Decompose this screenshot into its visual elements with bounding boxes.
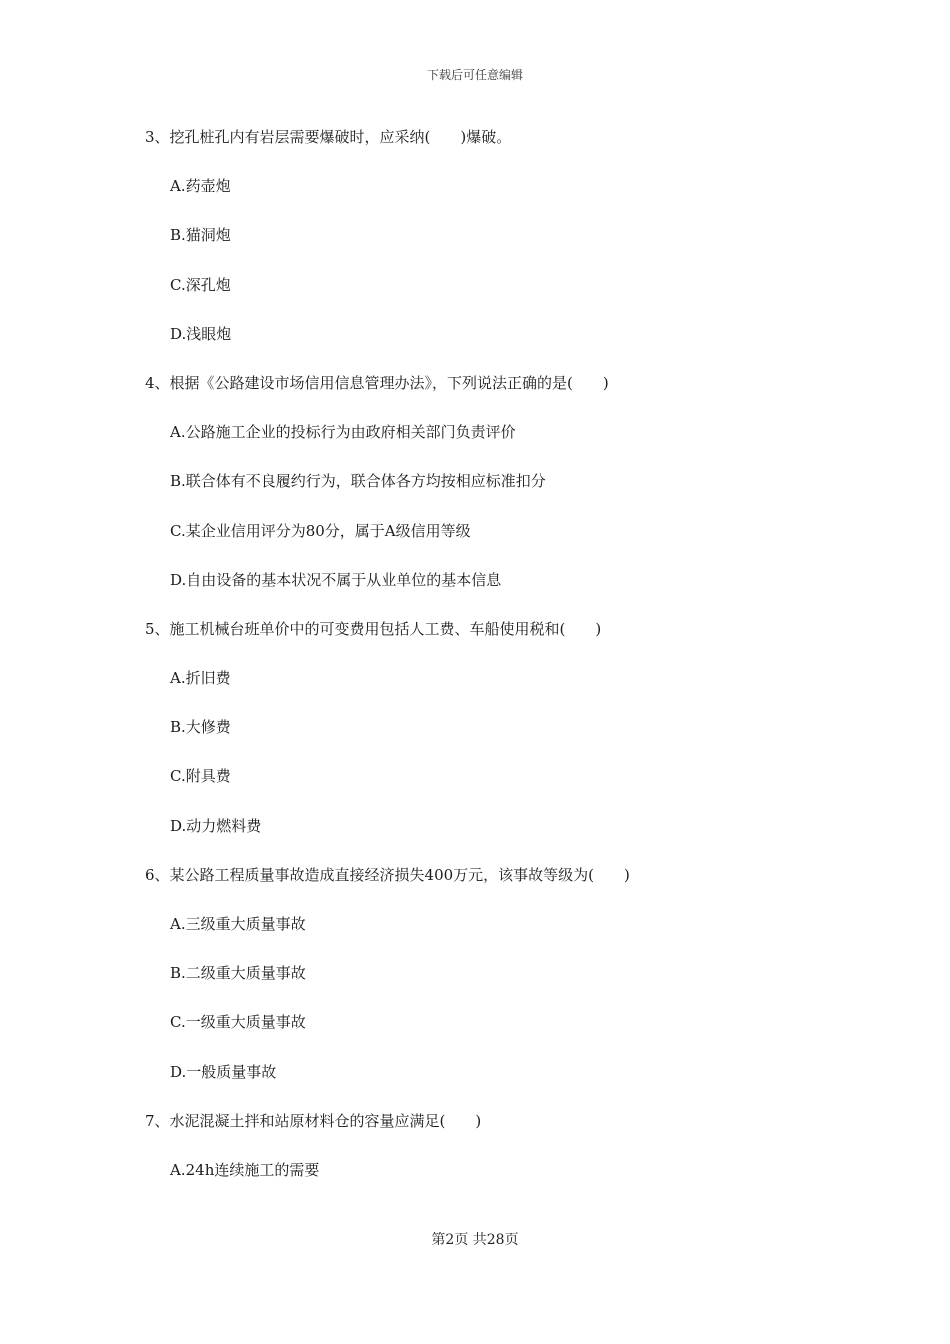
question-4-option-c: C.某企业信用评分为80分，属于A级信用等级 <box>170 521 471 540</box>
question-6-stem: 6、某公路工程质量事故造成直接经济损失400万元，该事故等级为( ) <box>145 865 630 884</box>
question-4-stem: 4、根据《公路建设市场信用信息管理办法》，下列说法正确的是( ) <box>145 373 609 392</box>
question-3-option-a: A.药壶炮 <box>170 177 231 196</box>
question-4-option-a: A.公路施工企业的投标行为由政府相关部门负责评价 <box>170 423 516 442</box>
question-5-stem: 5、施工机械台班单价中的可变费用包括人工费、车船使用税和( ) <box>145 619 602 638</box>
question-5-option-b: B.大修费 <box>170 718 231 737</box>
question-6-option-a: A.三级重大质量事故 <box>170 915 306 933</box>
question-3-stem: 3、挖孔桩孔内有岩层需要爆破时，应采纳( )爆破。 <box>145 128 512 146</box>
question-4-option-b: B.联合体有不良履约行为，联合体各方均按相应标准扣分 <box>170 472 546 491</box>
question-5-option-d: D.动力燃料费 <box>170 816 262 835</box>
question-3-option-d: D.浅眼炮 <box>170 324 232 343</box>
question-4-option-d: D.自由设备的基本状况不属于从业单位的基本信息 <box>170 570 502 589</box>
question-5-option-c: C.附具费 <box>170 767 231 786</box>
question-3-option-c: C.深孔炮 <box>170 275 231 294</box>
question-list <box>0 123 950 1205</box>
question-3-option-b: B.猫洞炮 <box>170 226 231 245</box>
question-5-option-a: A.折旧费 <box>170 669 231 688</box>
question-6-option-d: D.一般质量事故 <box>170 1062 277 1081</box>
page-header: 下载后可任意编辑 <box>426 68 523 82</box>
question-6-option-c: C.一级重大质量事故 <box>170 1013 306 1032</box>
question-7-stem: 7、水泥混凝土拌和站原材料仓的容量应满足( ) <box>145 1111 482 1130</box>
question-6-option-b: B.二级重大质量事故 <box>170 964 306 983</box>
page-footer: 第2页 共28页 <box>431 1232 519 1248</box>
question-7-option-a: A.24h连续施工的需要 <box>170 1160 320 1179</box>
